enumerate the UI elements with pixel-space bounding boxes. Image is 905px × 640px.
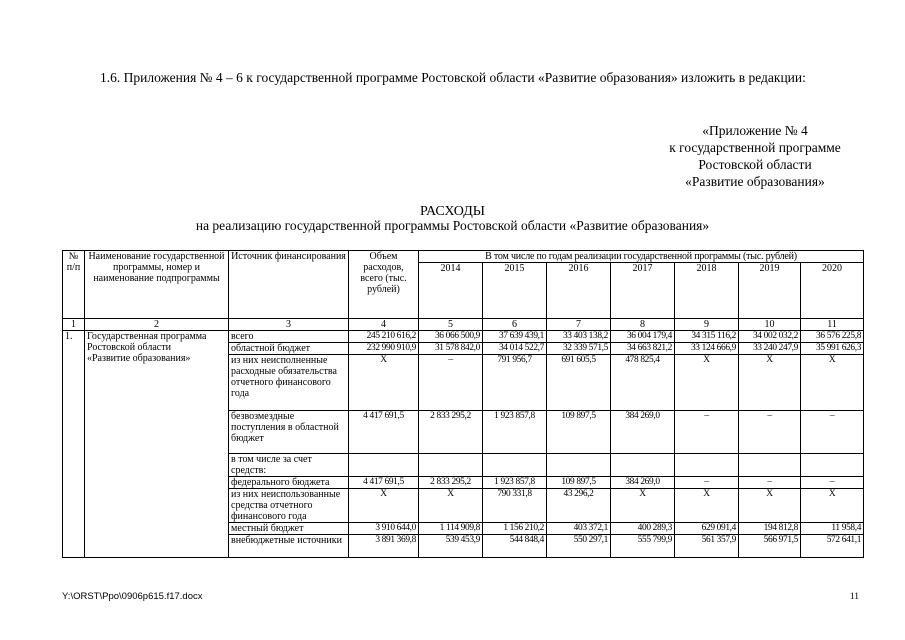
column-number: 3 <box>229 319 349 331</box>
column-number: 1 <box>63 319 85 331</box>
year-cell: 561 357,9 <box>675 535 739 558</box>
total-cell: X <box>349 355 419 411</box>
appendix-line-2: к государственной программе <box>669 140 841 155</box>
expenses-table <box>62 250 864 558</box>
year-cell <box>547 454 611 477</box>
year-cell: – <box>419 355 483 411</box>
year-cell: 31 578 842,0 <box>419 343 483 355</box>
header-total: Объем расходов, всего (тыс. рублей) <box>349 251 419 319</box>
year-cell: X <box>801 355 864 411</box>
year-cell: X <box>739 489 801 523</box>
year-cell: – <box>675 411 739 454</box>
year-cell: 34 315 116,2 <box>675 331 739 343</box>
header-year: 2015 <box>483 263 547 319</box>
year-cell <box>801 454 864 477</box>
header-year: 2020 <box>801 263 864 319</box>
header-year: 2017 <box>611 263 675 319</box>
header-year: 2019 <box>739 263 801 319</box>
year-cell <box>675 454 739 477</box>
source-cell: внебюджетные источники <box>229 535 349 558</box>
year-cell: 34 663 821,2 <box>611 343 675 355</box>
row-number: 1. <box>63 331 85 558</box>
year-cell: – <box>801 411 864 454</box>
year-cell: – <box>675 477 739 489</box>
year-cell: 550 297,1 <box>547 535 611 558</box>
year-cell: 1 114 909,8 <box>419 523 483 535</box>
year-cell: X <box>739 355 801 411</box>
year-cell: – <box>739 411 801 454</box>
year-cell: 109 897,5 <box>547 477 611 489</box>
header-no: № п/п <box>63 251 85 319</box>
year-cell: 37 639 439,1 <box>483 331 547 343</box>
header-row <box>63 251 864 263</box>
year-cell: 2 833 295,2 <box>419 411 483 454</box>
year-cell <box>739 454 801 477</box>
year-cell: 566 971,5 <box>739 535 801 558</box>
source-cell: из них неисполненные расходные обязательства отчетного финансового года <box>229 355 349 411</box>
year-cell <box>483 454 547 477</box>
year-cell: 544 848,4 <box>483 535 547 558</box>
total-cell <box>349 454 419 477</box>
year-cell: 384 269,0 <box>611 477 675 489</box>
year-cell: 33 240 247,9 <box>739 343 801 355</box>
year-cell: 572 641,1 <box>801 535 864 558</box>
total-cell: 3 910 644,0 <box>349 523 419 535</box>
year-cell <box>611 454 675 477</box>
year-cell: – <box>801 477 864 489</box>
year-cell: 539 453,9 <box>419 535 483 558</box>
total-cell: 4 417 691,5 <box>349 411 419 454</box>
year-cell: 400 289,3 <box>611 523 675 535</box>
year-cell: 34 014 522,7 <box>483 343 547 355</box>
year-cell: 194 812,8 <box>739 523 801 535</box>
year-cell: 791 956,7 <box>483 355 547 411</box>
column-number: 6 <box>483 319 547 331</box>
year-cell: 36 066 500,9 <box>419 331 483 343</box>
column-number: 9 <box>675 319 739 331</box>
year-cell: 384 269,0 <box>611 411 675 454</box>
year-cell: 2 833 295,2 <box>419 477 483 489</box>
year-cell: 36 576 225,8 <box>801 331 864 343</box>
total-cell: 3 891 369,8 <box>349 535 419 558</box>
column-number: 8 <box>611 319 675 331</box>
year-cell: – <box>739 477 801 489</box>
appendix-line-1: «Приложение № 4 <box>702 123 808 138</box>
year-cell: 478 825,4 <box>611 355 675 411</box>
year-cell: 35 991 626,3 <box>801 343 864 355</box>
year-cell: 36 004 179,4 <box>611 331 675 343</box>
year-cell: 11 958,4 <box>801 523 864 535</box>
source-cell: всего <box>229 331 349 343</box>
column-number-row <box>63 319 864 331</box>
header-name: Наименование государственной программы, номер и наименование подпрограммы <box>85 251 229 319</box>
year-cell: 403 372,1 <box>547 523 611 535</box>
column-number: 10 <box>739 319 801 331</box>
year-cell: 43 296,2 <box>547 489 611 523</box>
source-cell: безвозмездные поступления в областной бюджет <box>229 411 349 454</box>
appendix-heading <box>600 122 905 190</box>
year-cell: 629 091,4 <box>675 523 739 535</box>
source-cell: областной бюджет <box>229 343 349 355</box>
year-cell: X <box>675 355 739 411</box>
year-cell: X <box>675 489 739 523</box>
column-number: 7 <box>547 319 611 331</box>
source-cell: федерального бюджета <box>229 477 349 489</box>
total-cell: 232 990 910,9 <box>349 343 419 355</box>
column-number: 4 <box>349 319 419 331</box>
document-title: РАСХОДЫ <box>420 204 485 219</box>
header-by-years: В том числе по годам реализации государственной программы (тыс. рублей) <box>419 251 864 263</box>
appendix-line-3: Ростовской области <box>698 157 812 172</box>
year-cell: 555 799,9 <box>611 535 675 558</box>
header-year: 2014 <box>419 263 483 319</box>
footer-file-path: Y:\ORST\Ppo\0906p615.f17.docx <box>62 591 203 602</box>
year-cell <box>419 454 483 477</box>
year-cell: X <box>611 489 675 523</box>
year-cell: 33 403 138,2 <box>547 331 611 343</box>
source-cell: местный бюджет <box>229 523 349 535</box>
total-cell: X <box>349 489 419 523</box>
year-cell: 32 339 571,5 <box>547 343 611 355</box>
source-cell: из них неиспользованные средства отчетного финансового года <box>229 489 349 523</box>
source-cell: в том числе за счет средств: <box>229 454 349 477</box>
year-cell: X <box>801 489 864 523</box>
column-number: 11 <box>801 319 864 331</box>
header-source: Источник финансирования <box>229 251 349 319</box>
year-cell: 1 156 210,2 <box>483 523 547 535</box>
year-cell: 109 897,5 <box>547 411 611 454</box>
header-year: 2018 <box>675 263 739 319</box>
year-cell: 691 605,5 <box>547 355 611 411</box>
intro-paragraph: 1.6. Приложения № 4 – 6 к государственной программе Ростовской области «Развитие образования» изложить в редакции: <box>100 70 806 85</box>
year-cell: 33 124 666,9 <box>675 343 739 355</box>
total-cell: 4 417 691,5 <box>349 477 419 489</box>
year-cell: X <box>419 489 483 523</box>
total-cell: 245 210 616,2 <box>349 331 419 343</box>
year-cell: 790 331,8 <box>483 489 547 523</box>
table-row <box>63 331 864 343</box>
column-number: 2 <box>85 319 229 331</box>
year-cell: 1 923 857,8 <box>483 477 547 489</box>
column-number: 5 <box>419 319 483 331</box>
header-year: 2016 <box>547 263 611 319</box>
year-cell: 1 923 857,8 <box>483 411 547 454</box>
footer-page-number: 11 <box>849 592 859 602</box>
document-subtitle: на реализацию государственной программы Ростовской области «Развитие образования» <box>195 218 710 233</box>
appendix-line-4: «Развитие образования» <box>685 174 825 189</box>
program-name: Государственная программа Ростовской области «Развитие образования» <box>85 331 229 558</box>
year-cell: 34 002 032,2 <box>739 331 801 343</box>
